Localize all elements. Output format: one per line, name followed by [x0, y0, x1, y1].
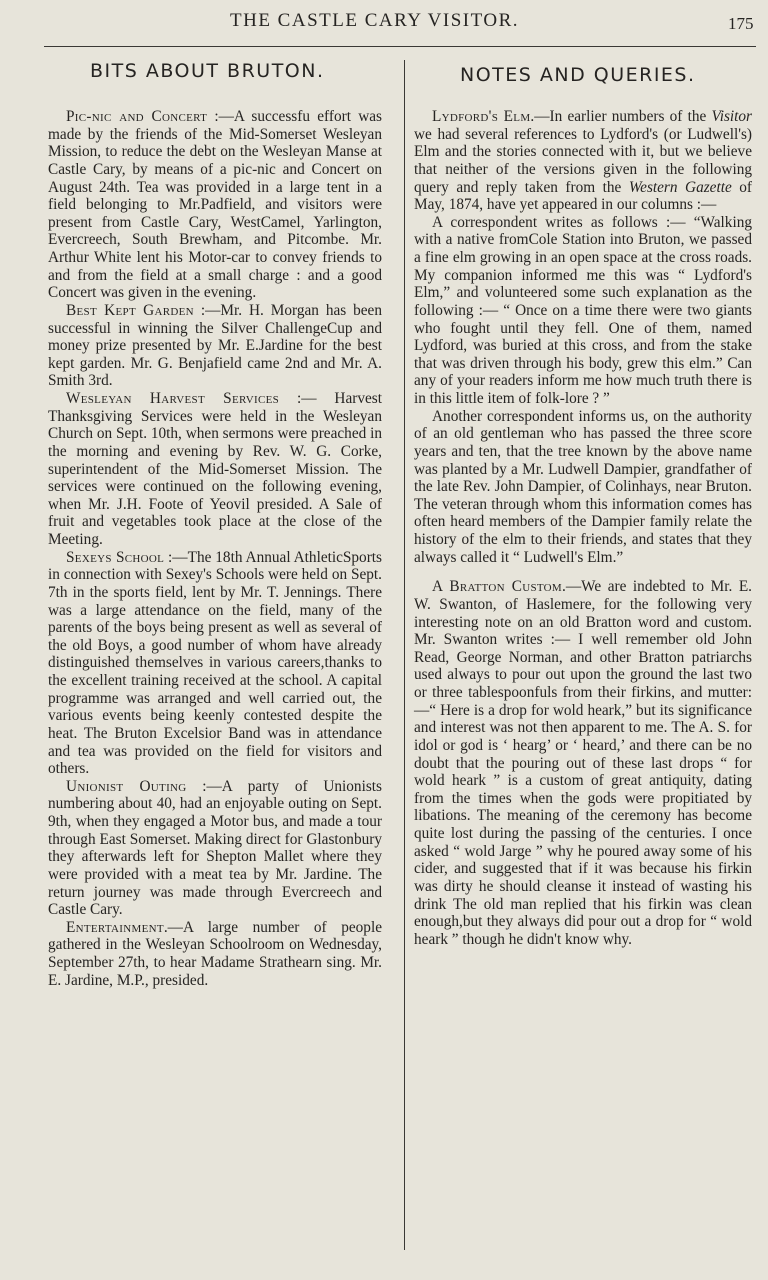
article-lead: Wesleyan Harvest Services	[66, 390, 280, 407]
article-body: we had several references to Lydford's (or Ludwell's) Elm and the stories connected with it, but we believe that neither of the versions given in the following query and reply taken from the	[414, 125, 752, 196]
article-lydfords-elm	[414, 108, 752, 214]
page-number: 175	[728, 14, 754, 33]
running-title: THE CASTLE CARY VISITOR.	[230, 10, 520, 31]
column-divider	[404, 60, 405, 1250]
article-body: :—A successfu effort was made by the friends of the Mid-Somerset Wesleyan Mission, to reduce the debt on the Wesleyan Manse at Castle Cary, by means of a pic-nic and Concert on August 24th. Tea was provided in a large tent in a field belonging to Mr.Padfield, and visitors were present from Castle Cary, WestCamel, Yarlington, Evercreech, South Brewham, and Pitcombe. Mr. Arthur White lent his Motor-car to convey friends to and from the field at a small charge : and a good Concert was given in the evening.	[48, 108, 382, 302]
article-body: of May, 1874, have yet appeared in our columns :—	[414, 178, 752, 214]
article-unionist-outing	[48, 778, 382, 919]
article-lead: Best Kept Garden	[66, 301, 194, 319]
correspondent-query: A correspondent writes as follows :— “Walking with a native fromCole Station into Bruton, we passed a fine elm growing in an open space at the cross roads. My companion informed me this was “ Lydford's Elm,” and volunteered some such explanation as the following :— “ Once on a time there were two giants who fought until they fell. One of them, named Lydford, was buried at this cross, and from the stake that was driven through his body, grew this elm.” Can any of your readers inform me how much truth there is in this little item of folk-lore ? ”	[414, 213, 752, 407]
article-sexeys-school	[48, 549, 382, 778]
correspondent-reply: Another correspondent informs us, on the authority of an old gentleman who has passed the three score years and ten, that the tree known by the above name was planted by a Mr. Ludwell Dampier, grandfather of the late Rev. John Dampier, of Colinhays, near Bruton. The veteran through whom this information comes has often heard members of the Dampier family relate the history of the elm to their friends, and states that they always called it “ Ludwell's Elm.”	[414, 407, 752, 566]
article-body: .—In earlier numbers of the	[530, 108, 712, 125]
article-best-kept-garden	[48, 302, 382, 390]
article-lead: Entertainment	[66, 918, 164, 936]
article-wesleyan-harvest	[48, 390, 382, 549]
article-lead: Unionist Outing	[66, 777, 187, 795]
article-bratton-custom	[414, 578, 752, 948]
article-lead: Pic-nic and Concert	[66, 108, 208, 125]
article-lead: A Bratton Custom	[432, 578, 563, 596]
article-body: :—A party of Unionists numbering about 40, had an enjoyable outing on Sept. 9th, when they engaged a Motor bus, and made a tour through East Somerset. Making direct for Glastonbury they afterwards left for Shepton Mallet where they were provided with a meat tea by Mr. Jardine. The return journey was made through Evercreech and Castle Cary.	[48, 777, 382, 919]
left-column-heading: BITS ABOUT BRUTON.	[90, 60, 325, 82]
article-picnic-concert	[48, 108, 382, 302]
publication-title: Visitor	[711, 108, 752, 125]
article-body: .—We are indebted to Mr. E. W. Swanton, of Haslemere, for the following very interesting note on an old Bratton word and custom. Mr. Swanton writes :— I well remember old John Read, George Norman, and other Bratton patriarchs used always to pour out upon the ground the last two or three tablespoonfuls from their firkins, and mutter:—“ Here is a drop for wold heark,” but its significance and interest was not then apparent to me. The A. S. for idol or god is ‘ hearg’ or ‘ heard,’ and there can be no doubt that the pouring out of these last drops “ for wold heark ” is a custom of great antiquity, dating from the times when the gods were propitiated by libations. The meaning of the ceremony has become quite lost during the passing of the centuries. I once asked “ wold Jarge ” why he poured away some of his cider, and suggested that if it was because his firkin was dirty he should cleanse it instead of wasting his drink The old man replied that his firkin was clean enough,but they always did pour out a drop for “ wold heark ” though he didn't know why.	[414, 578, 752, 948]
article-body: :—Mr. H. Morgan has been successful in winning the Silver ChallengeCup and money prize presented by Mr. E.Jardine for the best kept garden. Mr. G. Benjafield came 2nd and Mr. A. Smith 3rd.	[48, 301, 382, 390]
right-column	[414, 108, 752, 948]
article-entertainment	[48, 919, 382, 990]
article-lead: Sexeys School	[66, 548, 165, 566]
article-body: .—A large number of people gathered in the Wesleyan Schoolroom on Wednesday, September 27th, to hear Madame Strathearn sing. Mr. E. Jardine, M.P., presided.	[48, 918, 382, 989]
header-rule	[44, 46, 756, 47]
left-column	[48, 108, 382, 989]
article-body: :— Harvest Thanksgiving Services were held in the Wesleyan Church on Sept. 10th, when sermons were preached in the morning and evening by Rev. W. G. Corke, superintendent of the Mid-Somerset Mission. The services were continued on the following evening, when Mr. J.H. Foote of Yeovil presided. A Sale of fruit and vegetables took place at the close of the Meeting.	[48, 390, 382, 548]
article-body: :—The 18th Annual AthleticSports in connection with Sexey's Schools were held on Sept. 7th in the sports field, lent by Mr. T. Jennings. There was a large attendance on the field, many of the parents of the boys being present as well as several of the old Boys, a good number of whom have already distinguished themselves in various careers,thanks to the excellent training received at the school. A capital programme was arranged and well carried out, the various events being keenly contested despite the heat. The Bruton Excelsior Band was in attendance and tea was provided on the field for visitors and others.	[48, 548, 382, 778]
right-column-heading: NOTES AND QUERIES.	[460, 64, 696, 86]
publication-title: Western Gazette	[628, 178, 732, 196]
article-lead: Lydford's Elm	[432, 108, 531, 125]
